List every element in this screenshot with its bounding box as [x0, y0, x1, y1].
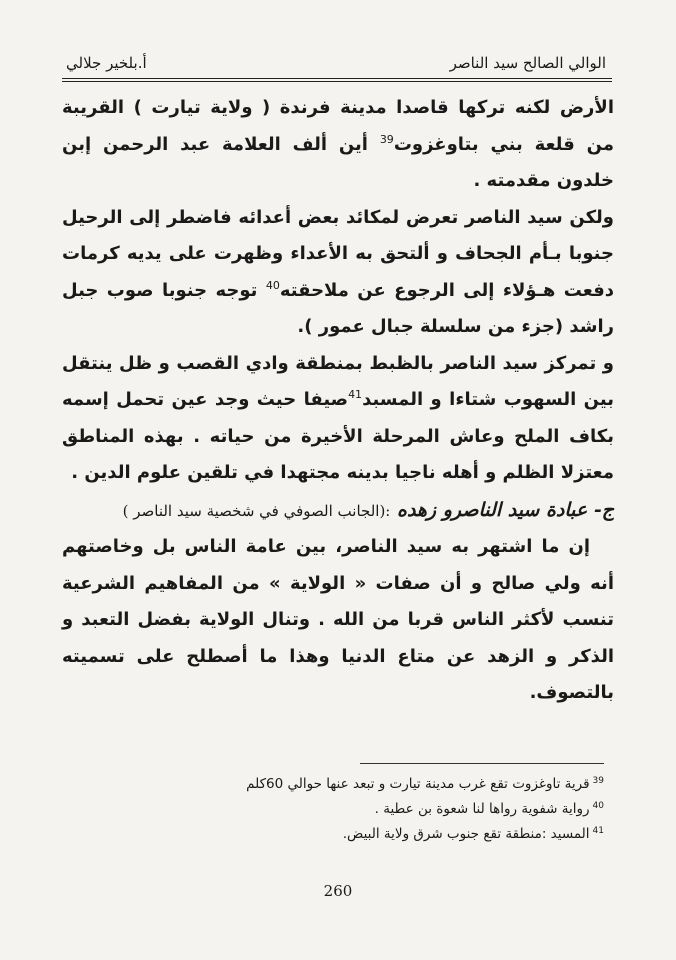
section-heading-subtitle: :(الجانب الصوفي في شخصية سيد الناصر ) — [122, 501, 391, 520]
paragraph-3 — [62, 346, 614, 492]
section-heading — [62, 492, 614, 530]
header-author: أ.بلخير جلالي — [66, 54, 147, 72]
footnote-40 — [184, 797, 604, 822]
header-title: الوالي الصالح سيد الناصر — [449, 54, 606, 72]
footnote-text: قرية تاوغزوت تقع غرب مدينة تيارت و تبعد عنها حوالي 60كلم — [246, 776, 590, 792]
footnote-39 — [184, 772, 604, 797]
footnote-41 — [184, 822, 604, 847]
paragraph-1-text: الأرض لكنه تركها قاصدا مدينة فرندة ( ولاية تيارت ) القريبة من قلعة بني بتاوغزوت — [62, 97, 614, 155]
body-text — [62, 90, 614, 712]
section-heading-title: ج- عبادة سيد الناصرو زهده — [396, 498, 614, 521]
running-header — [66, 52, 606, 78]
footnote-ref-41[interactable]: 41 — [348, 388, 363, 401]
header-rule — [62, 78, 612, 82]
footnote-number: 39 — [592, 775, 604, 786]
footnote-number: 41 — [592, 825, 604, 836]
footnote-ref-39[interactable]: 39 — [379, 132, 394, 146]
page-number: 260 — [323, 882, 353, 900]
paragraph-1 — [62, 90, 614, 200]
footnote-text: المسيد :منطقة تقع جنوب شرق ولاية البيض. — [342, 826, 590, 842]
paragraph-2-text-after: توجه جنوبا صوب جبل راشد (جزء من سلسلة جبال عمور ). — [62, 279, 614, 337]
footnote-number: 40 — [592, 800, 604, 811]
footnote-ref-40[interactable]: 40 — [265, 278, 280, 292]
paragraph-3-text: و تمركز سيد الناصر بالظبط بمنطقة وادي القصب و ظل ينتقل بين السهوب شتاءا و المسبد — [62, 352, 614, 410]
paragraph-4-text: إن ما اشتهر به سيد الناصر، بين عامة الناس بل وخاصتهم أنه ولي صالح و أن صفات « الولاية » من المفاهيم الشرعية تنسب لأكثر الناس قربا من الله . وتنال الولاية بفضل التعبد و الذكر و الزهد عن متاع الدنيا وهذا ما أصطلح على تسميته بالتصوف. — [62, 536, 614, 703]
footnote-text: رواية شفوية رواها لنا شعوة بن عطية . — [374, 801, 590, 817]
paragraph-1-text-after: أين ألف العلامة عبد الرحمن إبن خلدون مقدمته . — [62, 133, 614, 191]
paragraph-2 — [62, 200, 614, 346]
footnotes — [184, 772, 604, 847]
paragraph-3-text-after: صيفا حيث وجد عين تحمل إسمه بكاف الملح وعاش المرحلة الأخيرة من حياته . بهذه المناطق معتزلا الظلم و أهله ناجيا بدينه مجتهدا في تلقين علوم الدين . — [62, 389, 614, 483]
footnote-rule — [360, 763, 604, 764]
paragraph-2-text: ولكن سيد الناصر تعرض لمكائد بعض أعدائه فاضطر إلى الرحيل جنوبا بـأم الجحاف و ألتحق به الأعداء وظهرت على يديه كرمات دفعت هـؤلاء إلى الرجوع عن ملاحقته — [62, 206, 614, 301]
paragraph-4 — [62, 529, 614, 712]
